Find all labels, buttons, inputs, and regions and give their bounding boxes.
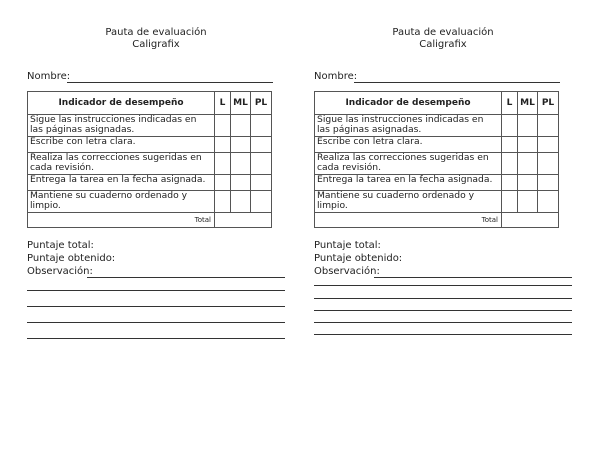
indicator-cell: Realiza las correcciones sugeridas en cada revisión. bbox=[28, 153, 215, 175]
score-cell-ml[interactable] bbox=[231, 115, 251, 137]
indicator-cell: Escribe con letra clara. bbox=[315, 137, 502, 153]
name-field[interactable] bbox=[27, 71, 273, 83]
score-cell-pl[interactable] bbox=[251, 175, 272, 191]
name-label: Nombre: bbox=[314, 71, 358, 82]
title-text: Pauta de evaluación bbox=[392, 27, 494, 38]
score-cell-l[interactable] bbox=[502, 115, 518, 137]
observacion-line[interactable] bbox=[87, 277, 285, 278]
indicator-cell: Escribe con letra clara. bbox=[28, 137, 215, 153]
header-indicator: Indicador de desempeño bbox=[315, 92, 502, 115]
table-row bbox=[315, 137, 559, 153]
name-label: Nombre: bbox=[27, 71, 71, 82]
puntaje-total-label: Puntaje total: bbox=[314, 240, 381, 251]
score-cell-l[interactable] bbox=[215, 153, 231, 175]
score-cell-pl[interactable] bbox=[538, 191, 559, 213]
header-indicator: Indicador de desempeño bbox=[28, 92, 215, 115]
table-row bbox=[28, 115, 272, 137]
indicator-cell: Sigue las instrucciones indicadas en las páginas asignadas. bbox=[315, 115, 502, 137]
score-cell-ml[interactable] bbox=[518, 153, 538, 175]
score-cell-l[interactable] bbox=[502, 153, 518, 175]
score-cell-pl[interactable] bbox=[538, 137, 559, 153]
score-cell-l[interactable] bbox=[502, 175, 518, 191]
table-row bbox=[28, 175, 272, 191]
indicator-cell: Realiza las correcciones sugeridas en cada revisión. bbox=[315, 153, 502, 175]
header-ml: ML bbox=[518, 92, 538, 115]
score-cell-ml[interactable] bbox=[518, 191, 538, 213]
writing-line[interactable] bbox=[314, 285, 572, 286]
table-row bbox=[28, 191, 272, 213]
total-label: Total bbox=[28, 213, 215, 228]
indicator-cell: Mantiene su cuaderno ordenado y limpio. bbox=[28, 191, 215, 213]
score-cell-pl[interactable] bbox=[251, 191, 272, 213]
observacion-field[interactable] bbox=[27, 266, 285, 278]
writing-line[interactable] bbox=[27, 306, 285, 307]
table-row bbox=[315, 175, 559, 191]
writing-line[interactable] bbox=[314, 298, 572, 299]
score-cell-l[interactable] bbox=[502, 137, 518, 153]
total-label: Total bbox=[315, 213, 502, 228]
header-l: L bbox=[502, 92, 518, 115]
name-field[interactable] bbox=[314, 71, 560, 83]
writing-line[interactable] bbox=[314, 310, 572, 311]
table-row bbox=[315, 191, 559, 213]
form-title bbox=[387, 27, 499, 51]
indicator-cell: Mantiene su cuaderno ordenado y limpio. bbox=[315, 191, 502, 213]
indicator-cell: Entrega la tarea en la fecha asignada. bbox=[315, 175, 502, 191]
table-row bbox=[28, 153, 272, 175]
header-pl: PL bbox=[251, 92, 272, 115]
total-cell[interactable] bbox=[215, 213, 272, 228]
puntaje-total-label: Puntaje total: bbox=[27, 240, 94, 251]
writing-line[interactable] bbox=[314, 334, 572, 335]
score-cell-pl[interactable] bbox=[538, 153, 559, 175]
score-cell-l[interactable] bbox=[215, 191, 231, 213]
score-cell-pl[interactable] bbox=[538, 115, 559, 137]
writing-line[interactable] bbox=[27, 290, 285, 291]
total-row bbox=[28, 213, 272, 228]
score-cell-ml[interactable] bbox=[518, 175, 538, 191]
score-cell-pl[interactable] bbox=[251, 115, 272, 137]
score-cell-ml[interactable] bbox=[231, 191, 251, 213]
score-cell-ml[interactable] bbox=[518, 115, 538, 137]
rubric-table bbox=[27, 91, 272, 228]
score-cell-ml[interactable] bbox=[231, 153, 251, 175]
table-row bbox=[315, 115, 559, 137]
puntaje-obtenido-label: Puntaje obtenido: bbox=[27, 253, 116, 264]
score-cell-pl[interactable] bbox=[251, 137, 272, 153]
header-l: L bbox=[215, 92, 231, 115]
total-row bbox=[315, 213, 559, 228]
score-cell-ml[interactable] bbox=[518, 137, 538, 153]
observacion-line[interactable] bbox=[374, 277, 572, 278]
total-cell[interactable] bbox=[502, 213, 559, 228]
name-line[interactable] bbox=[354, 82, 560, 83]
puntaje-obtenido-label: Puntaje obtenido: bbox=[314, 253, 403, 264]
table-row bbox=[315, 153, 559, 175]
score-cell-l[interactable] bbox=[215, 115, 231, 137]
header-pl: PL bbox=[538, 92, 559, 115]
evaluation-form-right bbox=[287, 0, 587, 463]
indicator-cell: Entrega la tarea en la fecha asignada. bbox=[28, 175, 215, 191]
score-cell-pl[interactable] bbox=[251, 153, 272, 175]
table-header-row bbox=[28, 92, 272, 115]
score-cell-ml[interactable] bbox=[231, 137, 251, 153]
writing-line[interactable] bbox=[314, 322, 572, 323]
score-cell-l[interactable] bbox=[215, 137, 231, 153]
rubric-table bbox=[314, 91, 559, 228]
score-cell-l[interactable] bbox=[215, 175, 231, 191]
writing-line[interactable] bbox=[27, 322, 285, 323]
name-line[interactable] bbox=[67, 82, 273, 83]
observacion-label: Observación: bbox=[27, 266, 93, 277]
header-ml: ML bbox=[231, 92, 251, 115]
observacion-label: Observación: bbox=[314, 266, 380, 277]
score-cell-pl[interactable] bbox=[538, 175, 559, 191]
table-row bbox=[28, 137, 272, 153]
observacion-field[interactable] bbox=[314, 266, 572, 278]
subtitle-text: Caligrafix bbox=[132, 39, 180, 50]
writing-line[interactable] bbox=[27, 338, 285, 339]
subtitle-text: Caligrafix bbox=[419, 39, 467, 50]
form-title bbox=[100, 27, 212, 51]
title-text: Pauta de evaluación bbox=[105, 27, 207, 38]
indicator-cell: Sigue las instrucciones indicadas en las páginas asignadas. bbox=[28, 115, 215, 137]
score-cell-l[interactable] bbox=[502, 191, 518, 213]
table-header-row bbox=[315, 92, 559, 115]
score-cell-ml[interactable] bbox=[231, 175, 251, 191]
